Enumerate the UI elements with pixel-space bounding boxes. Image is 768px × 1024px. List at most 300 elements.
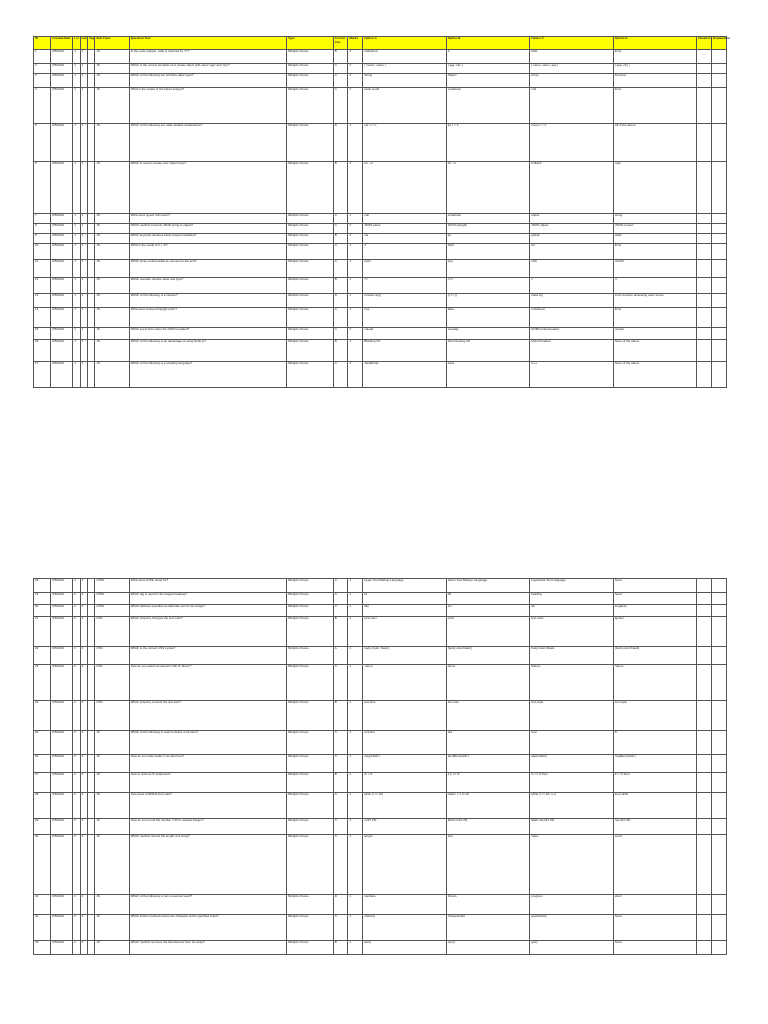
- table-cell[interactable]: [88, 124, 95, 162]
- table-cell[interactable]: {body:color=black}: [613, 647, 697, 665]
- table-cell[interactable]: ==: [363, 278, 447, 294]
- table-cell[interactable]: 2: [73, 755, 80, 773]
- table-cell[interactable]: 6/5/2019: [51, 647, 73, 665]
- table-row[interactable]: [34, 941, 727, 955]
- table-cell[interactable]: [697, 593, 712, 605]
- table-cell[interactable]: Multiple Choice: [287, 362, 334, 388]
- table-row[interactable]: [34, 308, 727, 328]
- table-cell[interactable]: 11: [34, 260, 51, 278]
- table-cell[interactable]: var x = 1;: [363, 124, 447, 162]
- table-cell[interactable]: rnd(7.25): [363, 819, 447, 835]
- table-cell[interactable]: 4: [34, 88, 51, 124]
- table-cell[interactable]: #demo: [530, 665, 614, 701]
- table-cell[interactable]: characterAt(): [446, 915, 530, 941]
- table-row[interactable]: [34, 224, 727, 234]
- table-cell[interactable]: JS: [95, 124, 129, 162]
- table-cell[interactable]: Function: [613, 74, 697, 88]
- table-cell[interactable]: [88, 665, 95, 701]
- table-cell[interactable]: 1: [80, 278, 87, 294]
- table-row[interactable]: [34, 214, 727, 224]
- table-cell[interactable]: 1: [34, 50, 51, 64]
- table-cell[interactable]: def: [446, 731, 530, 755]
- table-cell[interactable]: color: [446, 617, 530, 647]
- table-row[interactable]: [34, 793, 727, 819]
- table-row[interactable]: [34, 773, 727, 793]
- table-cell[interactable]: body:color=black;: [530, 647, 614, 665]
- table-row[interactable]: [34, 340, 727, 362]
- table-cell[interactable]: 1: [73, 234, 80, 244]
- table-cell[interactable]: C: [333, 244, 348, 260]
- table-cell[interactable]: [697, 294, 712, 308]
- table-cell[interactable]: String: [363, 74, 447, 88]
- table-cell[interactable]: C++: [530, 362, 614, 388]
- table-cell[interactable]: B: [333, 617, 348, 647]
- table-cell[interactable]: 26: [34, 755, 51, 773]
- table-cell[interactable]: [88, 74, 95, 88]
- table-cell[interactable]: 28: [34, 793, 51, 819]
- table-cell[interactable]: func: [530, 731, 614, 755]
- table-cell[interactable]: 1: [73, 260, 80, 278]
- table-cell[interactable]: null: [530, 88, 614, 124]
- table-cell[interactable]: Multiple Choice: [287, 234, 334, 244]
- table-cell[interactable]: 6/5/2019: [51, 617, 73, 647]
- table-cell[interactable]: 1: [73, 64, 80, 74]
- table-cell[interactable]: 1: [348, 328, 363, 340]
- table-row[interactable]: [34, 88, 727, 124]
- table-cell[interactable]: alert('Hello'): [530, 755, 614, 773]
- table-cell[interactable]: let x = 1;: [446, 124, 530, 162]
- table-cell[interactable]: undefined: [446, 214, 530, 224]
- table-cell[interactable]: Multi-threaded: [530, 340, 614, 362]
- table-cell[interactable]: 1: [348, 915, 363, 941]
- table-cell[interactable]: 1: [348, 340, 363, 362]
- table-cell[interactable]: Hello world: [363, 88, 447, 124]
- table-row[interactable]: [34, 244, 727, 260]
- table-cell[interactable]: A: [333, 260, 348, 278]
- table-cell[interactable]: [712, 162, 727, 214]
- table-cell[interactable]: 2: [73, 835, 80, 895]
- table-cell[interactable]: Multiple Choice: [287, 64, 334, 74]
- table-cell[interactable]: A: [333, 915, 348, 941]
- table-cell[interactable]: 1: [348, 819, 363, 835]
- table-cell[interactable]: 1: [348, 294, 363, 308]
- table-cell[interactable]: pop(): [446, 941, 530, 955]
- table-cell[interactable]: [88, 162, 95, 214]
- table-cell[interactable]: [88, 294, 95, 308]
- table-cell[interactable]: [88, 605, 95, 617]
- table-cell[interactable]: A: [333, 793, 348, 819]
- table-row[interactable]: [34, 74, 727, 88]
- table-cell[interactable]: 1: [80, 895, 87, 915]
- table-cell[interactable]: [712, 819, 727, 835]
- table-cell[interactable]: [88, 88, 95, 124]
- table-cell[interactable]: In the code snippet, what is returned by "x"?: [129, 50, 286, 64]
- table-cell[interactable]: 27: [34, 773, 51, 793]
- table-cell[interactable]: 1: [348, 124, 363, 162]
- table-cell[interactable]: [712, 773, 727, 793]
- table-cell[interactable]: 1: [348, 74, 363, 88]
- table-cell[interactable]: 4: [363, 244, 447, 260]
- table-row[interactable]: [34, 665, 727, 701]
- table-cell[interactable]: 6/5/2019: [51, 64, 73, 74]
- table-cell[interactable]: 2: [73, 793, 80, 819]
- table-cell[interactable]: alertBox('Hello'): [446, 755, 530, 773]
- table-cell[interactable]: [88, 793, 95, 819]
- table-cell[interactable]: Math.round(7.25): [530, 819, 614, 835]
- table-cell[interactable]: 1: [348, 605, 363, 617]
- table-cell[interactable]: Non-blocking I/O: [446, 340, 530, 362]
- table-cell[interactable]: for...of: [363, 162, 447, 214]
- table-cell[interactable]: [697, 731, 712, 755]
- table-cell[interactable]: 2: [73, 895, 80, 915]
- table-cell[interactable]: Multiple Choice: [287, 819, 334, 835]
- table-cell[interactable]: 1: [80, 50, 87, 64]
- table-cell[interactable]: Inner function accessing outer scope: [613, 294, 697, 308]
- table-cell[interactable]: 6/5/2019: [51, 50, 73, 64]
- table-cell[interactable]: [697, 214, 712, 224]
- table-cell[interactable]: [712, 617, 727, 647]
- table-cell[interactable]: [88, 224, 95, 234]
- table-cell[interactable]: C: [333, 328, 348, 340]
- table-cell[interactable]: 1: [80, 941, 87, 955]
- table-cell[interactable]: 1: [80, 124, 87, 162]
- table-cell[interactable]: title: [363, 605, 447, 617]
- table-cell[interactable]: 6/5/2019: [51, 278, 73, 294]
- table-cell[interactable]: Home Tool Markup Language: [446, 579, 530, 593]
- table-cell[interactable]: [712, 362, 727, 388]
- table-cell[interactable]: while (i <= 10; i++): [530, 793, 614, 819]
- table-cell[interactable]: index: [530, 835, 614, 895]
- table-row[interactable]: [34, 260, 727, 278]
- table-cell[interactable]: 1: [80, 308, 87, 328]
- table-cell[interactable]: 6/5/2019: [51, 328, 73, 340]
- table-cell[interactable]: 1: [348, 234, 363, 244]
- table-cell[interactable]: Multiple Choice: [287, 579, 334, 593]
- table-cell[interactable]: B: [333, 701, 348, 731]
- table-cell[interactable]: 1: [348, 362, 363, 388]
- table-cell[interactable]: Multiple Choice: [287, 593, 334, 605]
- table-cell[interactable]: [712, 647, 727, 665]
- table-cell[interactable]: 15: [34, 328, 51, 340]
- table-cell[interactable]: throws: [446, 895, 530, 915]
- table-cell[interactable]: 24: [34, 701, 51, 731]
- table-cell[interactable]: text-size: [363, 701, 447, 731]
- table-cell[interactable]: 1: [73, 214, 80, 224]
- table-cell[interactable]: JSON.parse: [363, 224, 447, 234]
- table-cell[interactable]: 1: [348, 617, 363, 647]
- table-row[interactable]: [34, 647, 727, 665]
- table-cell[interactable]: 17: [34, 362, 51, 388]
- table-cell[interactable]: 1: [80, 224, 87, 234]
- table-cell[interactable]: 1: [80, 835, 87, 895]
- table-row[interactable]: [34, 605, 727, 617]
- table-cell[interactable]: [697, 915, 712, 941]
- table-cell[interactable]: null: [363, 214, 447, 224]
- table-cell[interactable]: [88, 773, 95, 793]
- table-cell[interactable]: Which tag is used for the largest heading?: [129, 593, 286, 605]
- table-cell[interactable]: static: [613, 234, 697, 244]
- table-cell[interactable]: [712, 260, 727, 278]
- table-cell[interactable]: [88, 50, 95, 64]
- table-cell[interactable]: false: [446, 308, 530, 328]
- table-cell[interactable]: JS: [95, 362, 129, 388]
- table-cell[interactable]: 1: [73, 88, 80, 124]
- table-cell[interactable]: true: [363, 308, 447, 328]
- table-cell[interactable]: head: [613, 593, 697, 605]
- table-cell[interactable]: CSS: [95, 665, 129, 701]
- table-cell[interactable]: A: [333, 593, 348, 605]
- table-cell[interactable]: Multiple Choice: [287, 162, 334, 214]
- table-cell[interactable]: A: [333, 88, 348, 124]
- table-cell[interactable]: Multiple Choice: [287, 74, 334, 88]
- table-cell[interactable]: Which keyword declares block scoped variables?: [129, 234, 286, 244]
- table-cell[interactable]: font-color: [363, 617, 447, 647]
- table-cell[interactable]: 6/5/2019: [51, 941, 73, 955]
- table-row[interactable]: [34, 593, 727, 605]
- table-cell[interactable]: 6: [34, 162, 51, 214]
- table-cell[interactable]: body {color: black;}: [363, 647, 447, 665]
- table-cell[interactable]: Which of the following is an advantage of using Node.js?: [129, 340, 286, 362]
- table-cell[interactable]: JS: [95, 308, 129, 328]
- table-cell[interactable]: onstart: [613, 328, 697, 340]
- table-row[interactable]: [34, 64, 727, 74]
- table-cell[interactable]: [697, 162, 712, 214]
- table-row[interactable]: [34, 294, 727, 308]
- table-cell[interactable]: A: [333, 731, 348, 755]
- table-cell[interactable]: How do you write 'Hello' in an alert box?: [129, 755, 286, 773]
- table-cell[interactable]: 1: [80, 579, 87, 593]
- table-cell[interactable]: 6/5/2019: [51, 895, 73, 915]
- table-cell[interactable]: 1: [73, 308, 80, 328]
- table-cell[interactable]: 1: [73, 362, 80, 388]
- table-cell[interactable]: 1: [348, 162, 363, 214]
- table-cell[interactable]: [712, 915, 727, 941]
- table-cell[interactable]: 2: [73, 579, 80, 593]
- table-cell[interactable]: font-size: [446, 701, 530, 731]
- table-cell[interactable]: [697, 665, 712, 701]
- table-row[interactable]: [34, 617, 727, 647]
- table-cell[interactable]: [88, 260, 95, 278]
- table-cell[interactable]: [697, 895, 712, 915]
- table-cell[interactable]: undefined: [363, 50, 447, 64]
- table-cell[interactable]: [712, 278, 727, 294]
- table-cell[interactable]: 1: [80, 340, 87, 362]
- table-cell[interactable]: 1: [80, 162, 87, 214]
- table-cell[interactable]: NaN: [446, 244, 530, 260]
- table-cell[interactable]: [712, 50, 727, 64]
- table-cell[interactable]: msgBox('Hello'): [613, 755, 697, 773]
- table-cell[interactable]: { age, city }: [446, 64, 530, 74]
- table-cell[interactable]: Error: [613, 50, 697, 64]
- table-cell[interactable]: What does HTML stand for?: [129, 579, 286, 593]
- table-cell[interactable]: 6/5/2019: [51, 701, 73, 731]
- table-cell[interactable]: Multiple Choice: [287, 260, 334, 278]
- table-cell[interactable]: Array: [530, 74, 614, 88]
- table-cell[interactable]: [697, 308, 712, 328]
- table-cell[interactable]: 6/5/2019: [51, 74, 73, 88]
- table-cell[interactable]: [712, 224, 727, 234]
- table-cell[interactable]: [697, 234, 712, 244]
- table-cell[interactable]: Which method returns the length of a string?: [129, 835, 286, 895]
- table-cell[interactable]: [88, 328, 95, 340]
- table-cell[interactable]: [697, 773, 712, 793]
- table-cell[interactable]: Multiple Choice: [287, 308, 334, 328]
- table-cell[interactable]: [712, 665, 727, 701]
- table-cell[interactable]: function: [363, 731, 447, 755]
- table-cell[interactable]: CSS: [95, 647, 129, 665]
- table-cell[interactable]: Which is the correct CSS syntax?: [129, 647, 286, 665]
- table-cell[interactable]: [712, 294, 727, 308]
- table-cell[interactable]: 1: [80, 234, 87, 244]
- table-cell[interactable]: JS: [95, 224, 129, 234]
- table-cell[interactable]: [697, 617, 712, 647]
- table-cell[interactable]: Multiple Choice: [287, 617, 334, 647]
- table-cell[interactable]: Which of the following is a closure?: [129, 294, 286, 308]
- table-cell[interactable]: Which built-in method returns the character at the specified index?: [129, 915, 286, 941]
- table-cell[interactable]: C: [333, 214, 348, 224]
- table-cell[interactable]: Which attribute specifies an alternate text for an image?: [129, 605, 286, 617]
- table-cell[interactable]: charAt(): [363, 915, 447, 941]
- table-cell[interactable]: Math.rnd(7.25): [446, 819, 530, 835]
- table-cell[interactable]: [88, 244, 95, 260]
- table-cell[interactable]: 6/5/2019: [51, 260, 73, 278]
- table-cell[interactable]: onready: [446, 328, 530, 340]
- table-cell[interactable]: B: [333, 162, 348, 214]
- table-cell[interactable]: [88, 701, 95, 731]
- table-cell[interactable]: 2: [73, 773, 80, 793]
- table-cell[interactable]: [88, 617, 95, 647]
- table-cell[interactable]: [712, 308, 727, 328]
- table-cell[interactable]: Error: [613, 244, 697, 260]
- table-cell[interactable]: 1: [348, 701, 363, 731]
- table-cell[interactable]: heading: [530, 593, 614, 605]
- table-cell[interactable]: h1: [363, 593, 447, 605]
- table-cell[interactable]: 6/5/2019: [51, 88, 73, 124]
- table-cell[interactable]: D: [333, 294, 348, 308]
- table-cell[interactable]: [88, 647, 95, 665]
- table-cell[interactable]: shift: [530, 260, 614, 278]
- table-cell[interactable]: 29: [34, 819, 51, 835]
- table-cell[interactable]: [712, 793, 727, 819]
- table-row[interactable]: [34, 835, 727, 895]
- table-cell[interactable]: DOMContentLoaded: [530, 328, 614, 340]
- table-cell[interactable]: 1: [348, 755, 363, 773]
- table-cell[interactable]: How does a WHILE loop start?: [129, 793, 286, 819]
- table-cell[interactable]: Multiple Choice: [287, 88, 334, 124]
- table-cell[interactable]: 1: [348, 773, 363, 793]
- table-cell[interactable]: 1: [80, 244, 87, 260]
- table-row[interactable]: [34, 915, 727, 941]
- table-cell[interactable]: [712, 74, 727, 88]
- table-cell[interactable]: 6/5/2019: [51, 244, 73, 260]
- table-cell[interactable]: Which of the following is used to define a function?: [129, 731, 286, 755]
- table-cell[interactable]: 1: [73, 224, 80, 234]
- table-cell[interactable]: 1: [80, 260, 87, 278]
- table-cell[interactable]: 6/5/2019: [51, 593, 73, 605]
- table-cell[interactable]: JS: [95, 278, 129, 294]
- table-cell[interactable]: B: [333, 773, 348, 793]
- table-cell[interactable]: 6/5/2019: [51, 605, 73, 617]
- table-cell[interactable]: 1: [73, 278, 80, 294]
- table-cell[interactable]: Multiple Choice: [287, 755, 334, 773]
- table-cell[interactable]: Multiple Choice: [287, 895, 334, 915]
- table-cell[interactable]: A: [333, 224, 348, 234]
- table-cell[interactable]: C: [333, 605, 348, 617]
- table-cell[interactable]: [712, 124, 727, 162]
- table-cell[interactable]: 3: [446, 50, 530, 64]
- table-cell[interactable]: while (i <= 10): [363, 793, 447, 819]
- table-cell[interactable]: alt: [530, 605, 614, 617]
- table-cell[interactable]: JS: [95, 835, 129, 895]
- table-cell[interactable]: [88, 835, 95, 895]
- table-cell[interactable]: 6/5/2019: [51, 915, 73, 941]
- table-cell[interactable]: Which of the following is a scripting language?: [129, 362, 286, 388]
- table-cell[interactable]: 6/5/2019: [51, 214, 73, 224]
- table-cell[interactable]: 23: [34, 665, 51, 701]
- table-cell[interactable]: 1: [80, 755, 87, 773]
- table-cell[interactable]: [712, 340, 727, 362]
- table-cell[interactable]: 6/5/2019: [51, 162, 73, 214]
- table-cell[interactable]: 22: [530, 244, 614, 260]
- table-cell[interactable]: 1: [80, 773, 87, 793]
- table-cell[interactable]: None: [613, 915, 697, 941]
- table-cell[interactable]: 1: [348, 665, 363, 701]
- table-cell[interactable]: [712, 701, 727, 731]
- table-cell[interactable]: [697, 278, 712, 294]
- table-cell[interactable]: Multiple Choice: [287, 294, 334, 308]
- table-cell[interactable]: count: [613, 835, 697, 895]
- table-cell[interactable]: 1: [80, 819, 87, 835]
- table-cell[interactable]: JS: [95, 88, 129, 124]
- table-cell[interactable]: None: [613, 579, 697, 593]
- table-cell[interactable]: 2: [73, 647, 80, 665]
- table-cell[interactable]: JSON.convert: [613, 224, 697, 234]
- table-cell[interactable]: [712, 328, 727, 340]
- table-cell[interactable]: Multiple Choice: [287, 731, 334, 755]
- table-cell[interactable]: Hyper Text Markup Language: [363, 579, 447, 593]
- table-cell[interactable]: None of the above: [613, 362, 697, 388]
- table-cell[interactable]: Which is the correct template of to create object with name 'age' and 'city'?: [129, 64, 286, 74]
- table-cell[interactable]: [697, 793, 712, 819]
- table-cell[interactable]: object: [530, 214, 614, 224]
- table-cell[interactable]: 1: [73, 294, 80, 308]
- table-cell[interactable]: Multiple Choice: [287, 340, 334, 362]
- table-cell[interactable]: [697, 244, 712, 260]
- table-cell[interactable]: [88, 214, 95, 224]
- table-cell[interactable]: 6/5/2019: [51, 835, 73, 895]
- table-cell[interactable]: 1: [348, 224, 363, 234]
- table-cell[interactable]: 18: [34, 579, 51, 593]
- table-cell[interactable]: =: [530, 278, 614, 294]
- table-cell[interactable]: JS: [95, 819, 129, 835]
- table-cell[interactable]: 1: [80, 647, 87, 665]
- table-row[interactable]: [34, 162, 727, 214]
- table-cell[interactable]: D: [333, 895, 348, 915]
- table-cell[interactable]: [712, 941, 727, 955]
- table-row[interactable]: [34, 124, 727, 162]
- table-cell[interactable]: [712, 579, 727, 593]
- table-cell[interactable]: How do you select an element with id 'demo'?: [129, 665, 286, 701]
- table-cell[interactable]: Error: [613, 88, 697, 124]
- table-cell[interactable]: round(7.25): [613, 819, 697, 835]
- table-cell[interactable]: 1: [73, 50, 80, 64]
- table-cell[interactable]: [712, 605, 727, 617]
- table-cell[interactable]: All of the above: [613, 124, 697, 162]
- table-cell[interactable]: [712, 244, 727, 260]
- table-cell[interactable]: JS: [95, 162, 129, 214]
- table-cell[interactable]: CSS: [95, 701, 129, 731]
- table-cell[interactable]: getCharAt(): [530, 915, 614, 941]
